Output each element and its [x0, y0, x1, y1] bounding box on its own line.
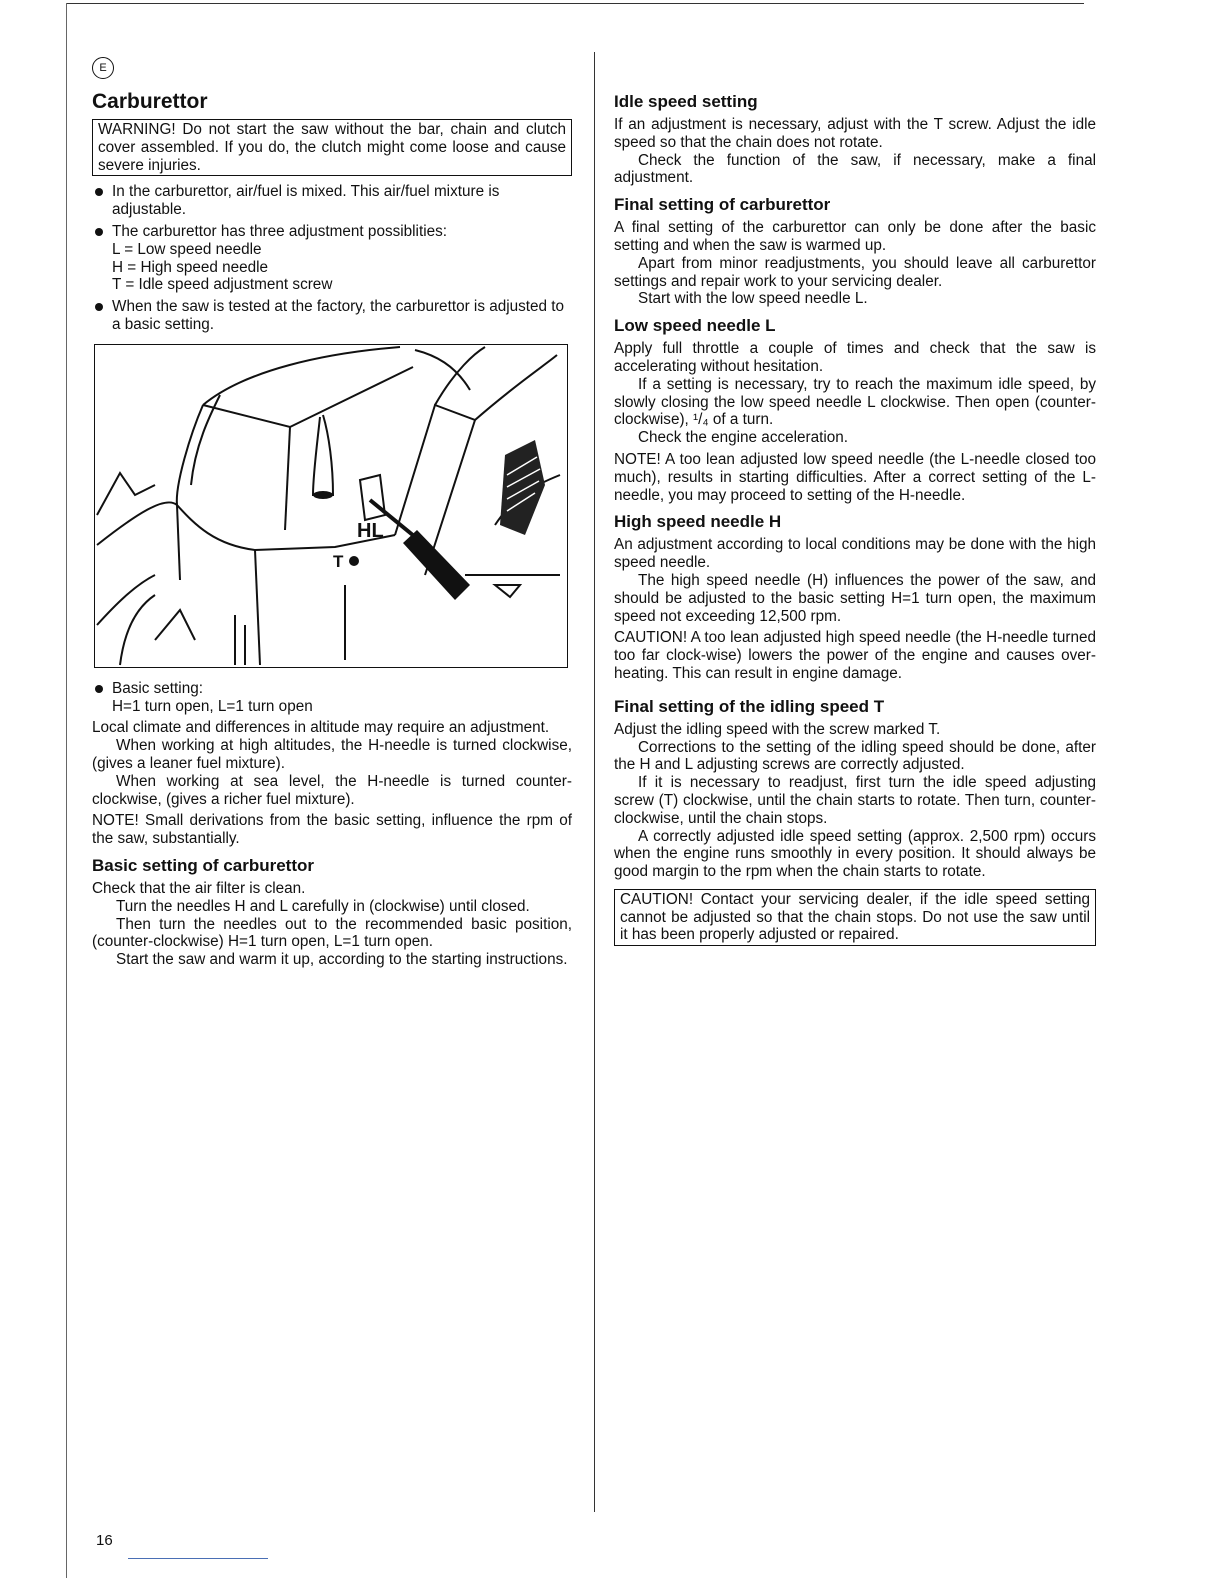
left-margin-rule: [66, 3, 67, 1578]
paragraph-idling-corrections: Corrections to the setting of the idling speed should be done, after the H and L adjusting screws are correctly adjusted.: [614, 738, 1096, 774]
screw-housing: [360, 475, 385, 520]
paragraph-idling-readjust: If it is necessary to readjust, first turn the idle speed adjusting screw (T) clockwise, until the chain starts to rotate. Then turn, counter-clockwise, until the chain stops.: [614, 774, 1096, 827]
intro-bullets: [92, 183, 572, 333]
body-side: [177, 505, 180, 580]
paragraph-note: NOTE! Small derivations from the basic setting, influence the rpm of the saw, substantially.: [92, 812, 572, 848]
screw-t-definition: T = Idle speed adjustment screw: [112, 276, 333, 294]
body-curve: [97, 502, 255, 550]
paragraph-sea-level: When working at sea level, the H-needle is turned counter-clockwise, (gives a richer fuel mixture).: [92, 772, 572, 808]
bullet-text: When the saw is tested at the factory, the carburettor is adjusted to a basic setting.: [112, 298, 565, 333]
support-lines: [235, 615, 245, 665]
bullet-basic-setting: [92, 680, 572, 716]
paragraph-final-dealer: Apart from minor readjustments, you should leave all carburettor settings and repair work to your servicing dealer.: [614, 254, 1096, 290]
paragraph-air-filter: Check that the air filter is clean.: [92, 879, 306, 897]
heading-basic-setting: Basic setting of carburettor: [92, 855, 314, 875]
bullet-adjustments: [92, 223, 572, 294]
needle-l-definition: L = Low speed needle: [112, 240, 262, 258]
caution-box: CAUTION! Contact your servicing dealer, if the idle speed setting cannot be adjusted so that the chain stops. Do not use the saw until it has been properly adjusted or repaired.: [614, 889, 1096, 946]
t-screw-dot: [349, 556, 359, 566]
paragraph-low-note: NOTE! A too lean adjusted low speed needle (the L-needle closed too much), results in starting difficulties. After a correct setting of the L-needle, you may proceed to setting of the H-needle.: [614, 450, 1096, 504]
heading-high-speed: High speed needle H: [614, 512, 782, 532]
paragraph-high-local: An adjustment according to local conditions may be done with the high speed needle.: [614, 536, 1096, 572]
wheel-spoke: [155, 610, 195, 640]
paragraph-idle-check: Check the function of the saw, if necessary, make a final adjustment.: [614, 151, 1096, 187]
paragraph-idling-correct: A correctly adjusted idle speed setting (approx. 2,500 rpm) occurs when the engine runs smoothly in every position. It should always be good margin to the rpm when the chain starts to rotate.: [614, 827, 1096, 881]
section-title: Carburettor: [92, 90, 208, 113]
triangle-marker: [495, 585, 520, 597]
paragraph-low-adjust: If a setting is necessary, try to reach the maximum idle speed, by slowly closing the low speed needle L clockwise. Then open (counter-clockwise), ¹/₄ of a turn.: [614, 375, 1096, 429]
paragraph-idling-screw: Adjust the idling speed with the screw marked T.: [614, 720, 941, 738]
paragraph-low-check: Check the engine acceleration.: [638, 429, 849, 447]
cover-vent: [313, 415, 333, 495]
t-label: T: [333, 551, 344, 571]
heading-final-setting: Final setting of carburettor: [614, 195, 831, 215]
left-column: [92, 90, 572, 969]
basic-setting-value: H=1 turn open, L=1 turn open: [112, 697, 313, 715]
paragraph-turn-out: Then turn the needles out to the recommended basic position, (counter-clockwise) H=1 turn open, L=1 turn open.: [92, 915, 572, 951]
needle-h-definition: H = High speed needle: [112, 258, 269, 276]
wheel-arc-inner: [120, 595, 155, 665]
cover-top-edge: [203, 347, 400, 405]
warning-box: WARNING! Do not start the saw without the bar, chain and clutch cover assembled. If you do, the clutch might come loose and cause severe injuries.: [92, 119, 572, 176]
bullet-text: In the carburettor, air/fuel is mixed. This air/fuel mixture is adjustable.: [112, 183, 500, 219]
bullet-factory: [92, 298, 572, 334]
adjustment-grip: [500, 440, 545, 535]
paragraph-final-when: A final setting of the carburettor can only be done after the basic setting and when the saw is warmed up.: [614, 219, 1096, 254]
heading-low-speed: Low speed needle L: [614, 316, 776, 336]
heading-idle-speed: Idle speed setting: [614, 92, 758, 111]
paragraph-climate: Local climate and differences in altitude may require an adjustment.: [92, 719, 550, 737]
paragraph-high-influence: The high speed needle (H) influences the power of the saw, and should be adjusted to the basic setting H=1 turn open, the maximum speed not exceeding 12,500 rpm.: [614, 571, 1096, 625]
cover-left-edge: [177, 405, 203, 505]
paragraph-low-throttle: Apply full throttle a couple of times and check that the saw is accelerating without hesitation.: [614, 340, 1096, 375]
language-badge: E: [92, 57, 114, 79]
paragraph-idle-adjust: If an adjustment is necessary, adjust with the T screw. Adjust the idle speed so that the chain does not rotate.: [614, 116, 1096, 151]
handle-left: [97, 473, 155, 515]
vent-slot: [313, 491, 333, 499]
paragraph-final-start: Start with the low speed needle L.: [638, 290, 868, 308]
heading-idling-speed: Final setting of the idling speed T: [614, 696, 885, 716]
basic-setting-bullet: [92, 680, 572, 716]
paragraph-turn-in: Turn the needles H and L carefully in (clockwise) until closed.: [116, 897, 530, 915]
top-rule: [66, 3, 1084, 4]
handle-top: [475, 355, 557, 420]
paragraph-high-caution: CAUTION! A too lean adjusted high speed needle (the H-needle turned too far clock-wise) lowers the power of the engine and causes over-heating. This can result in engine damage.: [614, 629, 1096, 682]
carburettor-illustration: [94, 344, 568, 668]
cover-divider: [285, 427, 290, 530]
cover-ridge: [203, 367, 413, 427]
paragraph-high-altitude: When working at high altitudes, the H-needle is turned clockwise, (gives a leaner fuel mixture).: [92, 737, 572, 772]
column-divider: [594, 52, 595, 1512]
carburettor-drawing: [95, 345, 567, 667]
bullet-text: Basic setting:: [112, 679, 203, 697]
front-edge: [255, 550, 260, 665]
bullet-mixture: [92, 183, 572, 219]
page-number: 16: [96, 1532, 113, 1549]
handle-curve: [415, 350, 470, 390]
paragraph-warm-up: Start the saw and warm it up, according to the starting instructions.: [116, 951, 568, 969]
footer-rule: [128, 1558, 268, 1559]
hl-label: HL: [357, 519, 384, 542]
right-column: [614, 92, 1096, 953]
bullet-text: The carburettor has three adjustment possiblities:: [112, 222, 448, 240]
wheel-arc-outer: [97, 575, 155, 625]
